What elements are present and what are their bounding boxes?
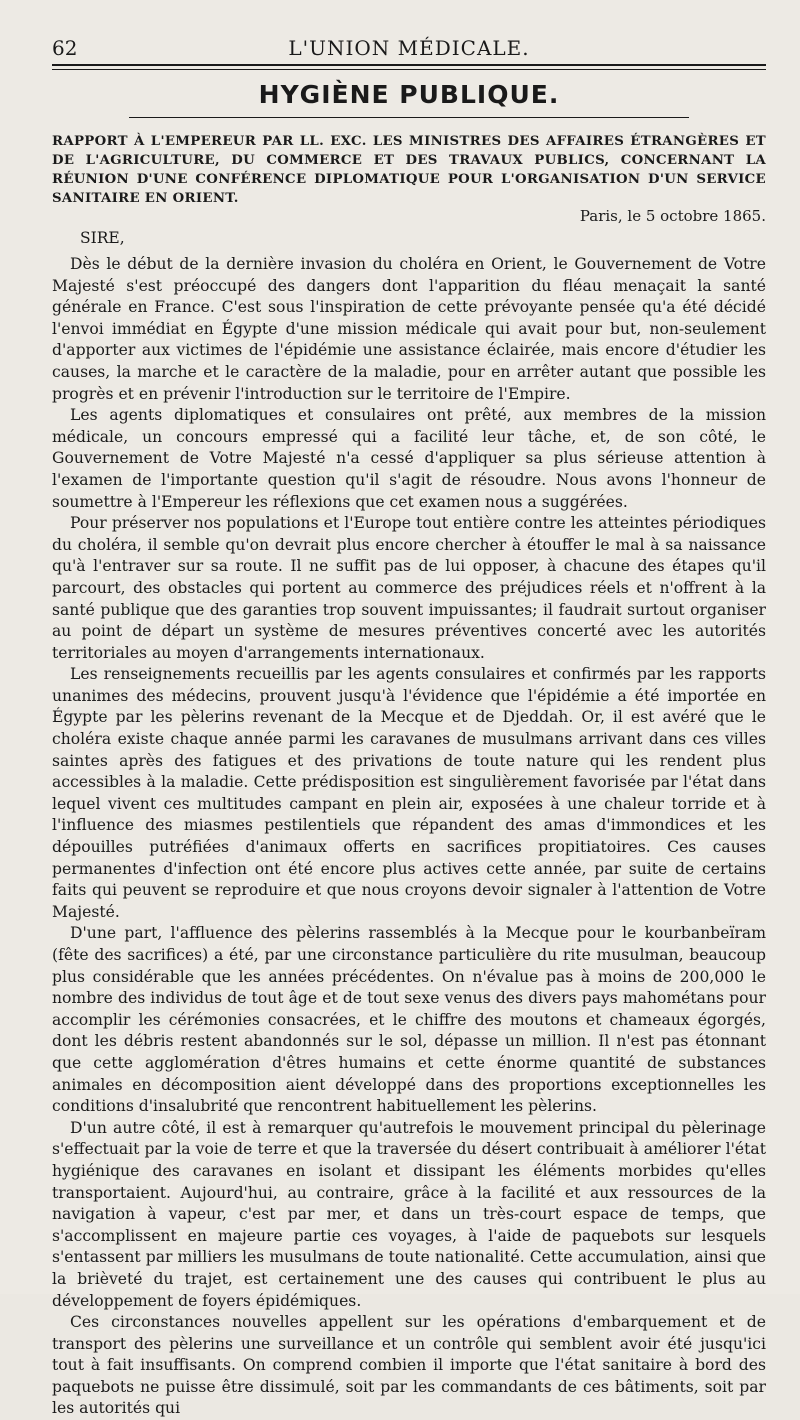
body-text (52, 254, 766, 1420)
journal-title: L'UNION MÉDICALE. (288, 36, 530, 60)
paragraph: D'une part, l'affluence des pèlerins rassemblés à la Mecque pour le kourbanbeïram (fête des sacrifices) a été, par une circonstance particulière du rite musulman, beaucoup plus considérable que les années précédentes. On n'évalue pas à moins de 200,000 le nombre des individus de tout âge et de tout sexe venus des divers pays mahométans pour accomplir les cérémonies consacrées, et le chiffre des moutons et chameaux égorgés, dont les débris restent abandonnés sur le sol, dépasse un million. Il n'est pas étonnant que cette agglomération d'êtres humains et cette énorme quantité de substances animales en décomposition aient développé dans des proportions exceptionnelles les conditions d'insalubrité que rencontrent habituellement les pèlerins. (52, 924, 766, 1116)
page-number: 62 (52, 36, 78, 60)
dateline: Paris, le 5 octobre 1865. (579, 207, 766, 225)
report-title: RAPPORT À L'EMPEREUR PAR LL. EXC. LES MINISTRES DES AFFAIRES ÉTRANGÈRES ET DE L'AGRICULTURE, DU COMMERCE ET DES TRAVAUX PUBLICS, CONCERNANT LA RÉUNION D'UNE CONFÉRENCE DIPLOMATIQUE POUR L'ORGANISATION D'UN SERVICE SANITAIRE EN ORIENT. (52, 134, 766, 206)
salutation: SIRE, (80, 229, 125, 247)
section-title: HYGIÈNE PUBLIQUE. (258, 80, 560, 109)
running-head (52, 30, 766, 64)
section-rule (129, 117, 689, 118)
paragraph: Dès le début de la dernière invasion du choléra en Orient, le Gouvernement de Votre Majesté s'est préoccupé des dangers dont l'apparition du fléau menaçait la santé générale en France. C'est sous l'inspiration de cette prévoyante pensée qu'a été décidé l'envoi immédiat en Égypte d'une mission médicale qui avait pour but, non-seulement d'apporter aux victimes de l'épidémie une assistance éclairée, mais encore d'étudier les causes, la marche et le caractère de la maladie, pour en arrêter autant que possible les progrès et en prévenir l'introduction sur le territoire de l'Empire. (52, 255, 766, 403)
paragraph: Les renseignements recueillis par les agents consulaires et confirmés par les rapports unanimes des médecins, prouvent jusqu'à l'évidence que l'épidémie a été importée en Égypte par les pèlerins revenant de la Mecque et de Djeddah. Or, il est avéré que le choléra existe chaque année parmi les caravanes de musulmans arrivant dans ces villes saintes après des fatigues et des privations de toute nature qui les rendent plus accessibles à la maladie. Cette prédisposition est singulièrement favorisée par l'état dans lequel vivent ces multitudes campant en plein air, exposées à une chaleur torride et à l'influence des miasmes pestilentiels que répandent des amas d'immondices et les dépouilles putréfiées d'animaux offerts en sacrifices propitiatoires. Ces causes permanentes d'infection ont été encore plus actives cette année, par suite de certains faits qui peuvent se reproduire et que nous croyons devoir signaler à l'attention de Votre Majesté. (52, 665, 766, 921)
paragraph: Pour préserver nos populations et l'Europe tout entière contre les atteintes périodiques du choléra, il semble qu'on devrait plus encore chercher à étouffer le mal à sa naissance qu'à l'entraver sur sa route. Il ne suffit pas de lui opposer, à chacune des étapes qu'il parcourt, des obstacles qui portent au commerce des préjudices réels et n'offrent à la santé publique que des garanties trop souvent impuissantes; il faudrait surtout organiser au point de départ un système de mesures préventives concerté avec les autorités territoriales au moyen d'arrangements internationaux. (52, 514, 766, 662)
paragraph: Les agents diplomatiques et consulaires ont prêté, aux membres de la mission médicale, un concours empressé qui a facilité leur tâche, et, de son côté, le Gouvernement de Votre Majesté n'a cessé d'appliquer sa plus sérieuse attention à l'examen de l'importante question qu'il s'agit de résoudre. Nous avons l'honneur de soumettre à l'Empereur les réflexions que cet examen nous a suggérées. (52, 406, 766, 511)
header-rule-thin (52, 69, 766, 70)
paragraph: D'un autre côté, il est à remarquer qu'autrefois le mouvement principal du pèlerinage s'effectuait par la voie de terre et que la traversée du désert contribuait à améliorer l'état hygiénique des caravanes en isolant et dissipant les éléments morbides qu'elles transportaient. Aujourd'hui, au contraire, grâce à la facilité et aux ressources de la navigation à vapeur, c'est par mer, et dans un très-court espace de temps, que s'accomplissent en majeure partie ces voyages, à l'aide de paquebots sur lesquels s'entassent par milliers les musulmans de toute nationalité. Cette accumulation, ainsi que la brièveté du trajet, est certainement une des causes qui contribuent le plus au développement de foyers épidémiques. (52, 1118, 766, 1310)
header-rule (52, 64, 766, 66)
paragraph: Ces circonstances nouvelles appellent sur les opérations d'embarquement et de transport des pèlerins une surveillance et un contrôle qui semblent avoir été jusqu'ici tout à fait insuffisants. On comprend combien il importe que l'état sanitaire à bord des paquebots ne puisse être dissimulé, soit par les commandants de ces bâtiments, soit par les autorités qui (52, 1313, 766, 1418)
